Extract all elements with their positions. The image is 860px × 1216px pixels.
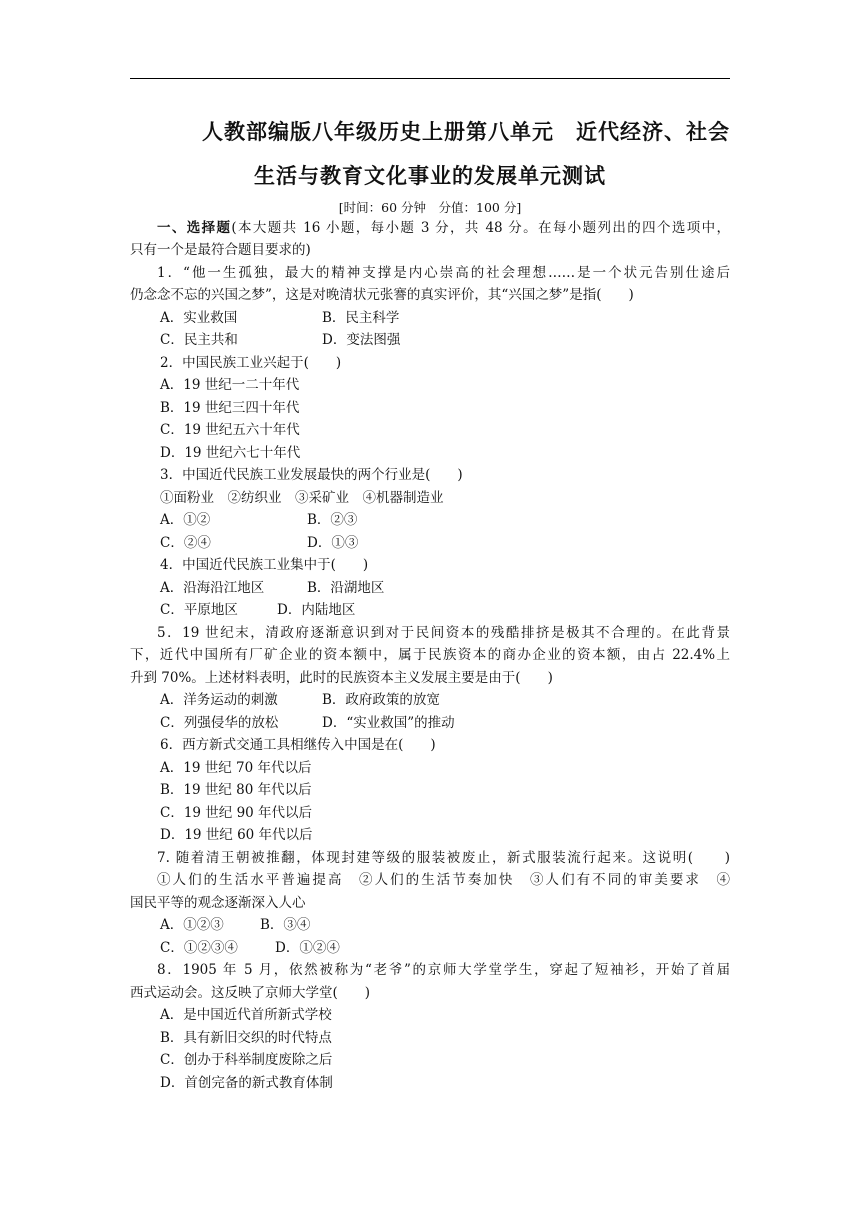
q5-stem-2: 下，近代中国所有厂矿企业的资本额中，属于民族资本的商办企业的资本额，由占 22.4%上 [130,647,730,663]
top-rule [130,78,730,79]
q4-option-d: D．内陆地区 [277,602,356,618]
q4-option-a: A．沿海沿江地区 [160,580,265,596]
q4-option-b: B．沿湖地区 [307,580,385,596]
section-heading [130,217,730,239]
q2-stem: 2．中国民族工业兴起于( ) [160,355,342,371]
q3-option-b: B．②③ [307,512,358,528]
q4-stem: 4．中国近代民族工业集中于( ) [160,557,369,573]
q5-option-c: C．列强侵华的放松 [160,715,279,731]
q3-stem: 3．中国近代民族工业发展最快的两个行业是( ) [160,467,463,483]
q5-option-a: A．洋务运动的刺激 [160,692,278,708]
q7-option-c: C．①②③④ [160,940,238,956]
q6-stem: 6．西方新式交通工具相继传入中国是在( ) [160,737,436,753]
q3-options-row2 [130,532,730,554]
page-title-line2: 生活与教育文化事业的发展单元测试 [254,163,606,188]
q1-stem-1: 1．“他一生孤独，最大的精神支撑是内心崇高的社会理想……是一个状元告别仕途后 [157,265,730,281]
q7-option-b: B．③④ [260,917,311,933]
q6-option-d: D．19 世纪 60 年代以后 [160,827,313,843]
q1-stem-2: 仍念念不忘的兴国之梦”，这是对晚清状元张謇的真实评价，其“兴国之梦”是指( ) [130,287,634,303]
q6-option-c: C．19 世纪 90 年代以后 [160,805,313,821]
q2-option-c: C．19 世纪五六十年代 [160,422,300,438]
q7-options-row1 [130,914,730,936]
q2-option-b: B．19 世纪三四十年代 [160,400,300,416]
q1-option-b: B．民主科学 [322,310,400,326]
q8-option-b: B．具有新旧交织的时代特点 [160,1030,332,1046]
page-title-line1: 人教部编版八年级历史上册第八单元 近代经济、社会 [202,119,730,144]
q4-options-row2 [130,599,730,621]
q3-option-a: A．①② [160,512,211,528]
q7-stem: 7. 随着清王朝被推翻，体现封建等级的服装被废止，新式服装流行起来。这说明( ) [157,850,730,866]
q8-option-d: D．首创完备的新式教育体制 [160,1075,333,1091]
q8-option-a: A．是中国近代首所新式学校 [160,1007,332,1023]
q8-stem-2: 西式运动会。这反映了京师大学堂( ) [130,985,371,1001]
q3-option-c: C．②④ [160,535,211,551]
q5-options-row2 [130,712,730,734]
q1-option-a: A．实业救国 [160,310,238,326]
q1-options-row2 [130,329,730,351]
q3-options-row1 [130,509,730,531]
q4-options-row1 [130,577,730,599]
q2-option-d: D．19 世纪六七十年代 [160,445,301,461]
q7-items-1: ①人们的生活水平普遍提高 ②人们的生活节奏加快 ③人们有不同的审美要求 ④ [157,872,730,888]
q4-option-c: C．平原地区 [160,602,238,618]
q7-option-d: D．①②④ [275,940,340,956]
section-title: 一、选择题 [157,220,232,236]
q8-stem-1: 8．1905 年 5 月，依然被称为“老爷”的京师大学堂学生，穿起了短袖衫，开始了首届 [157,962,730,978]
q8-option-c: C．创办于科举制度废除之后 [160,1052,333,1068]
q6-option-a: A．19 世纪 70 年代以后 [160,760,312,776]
q5-options-row1 [130,689,730,711]
q2-option-a: A．19 世纪一二十年代 [160,377,300,393]
q1-options-row1 [130,307,730,329]
q7-option-a: A．①②③ [160,917,224,933]
q3-option-d: D．①③ [307,535,359,551]
exam-meta: [时间：60 分钟 分值：100 分] [338,200,522,215]
q5-option-b: B．政府政策的放宽 [322,692,440,708]
q3-items: ①面粉业 ②纺织业 ③采矿业 ④机器制造业 [160,490,444,506]
q5-stem-3: 升到 70%。上述材料表明，此时的民族资本主义发展主要是由于( ) [130,670,553,686]
q6-option-b: B．19 世纪 80 年代以后 [160,782,312,798]
section-desc-2: 只有一个是最符合题目要求的) [130,242,311,258]
q1-option-d: D．变法图强 [322,332,401,348]
section-desc-1: (本大题共 16 小题，每小题 3 分，共 48 分。在每小题列出的四个选项中， [231,220,730,236]
q1-option-c: C．民主共和 [160,332,238,348]
q5-stem-1: 5．19 世纪末，清政府逐渐意识到对于民间资本的残酷排挤是极其不合理的。在此背景 [157,625,730,641]
q7-items-2: 国民平等的观念逐渐深入人心 [130,895,306,911]
q7-options-row2 [130,937,730,959]
q5-option-d: D．“实业救国”的推动 [322,715,455,731]
